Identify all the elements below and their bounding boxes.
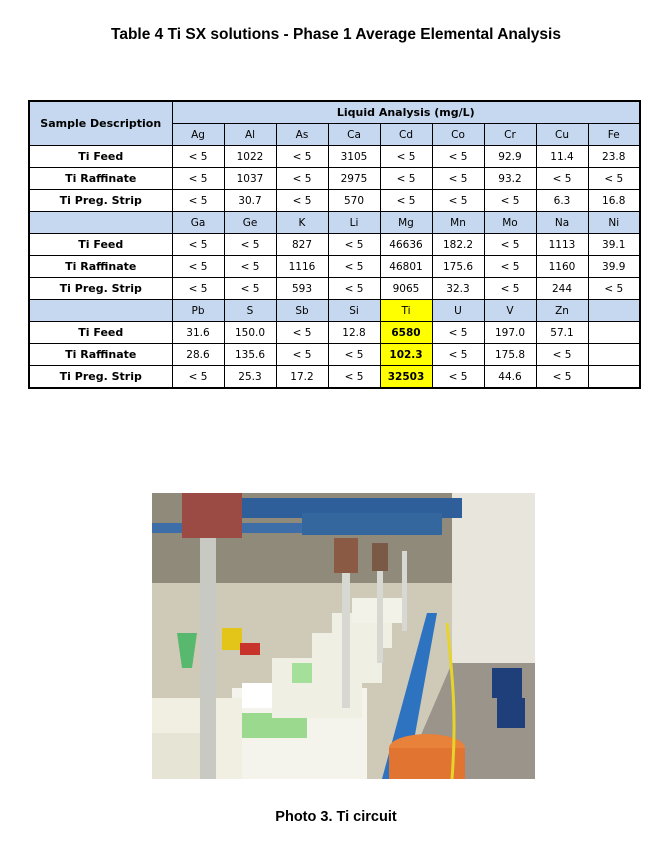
element-header-v: V: [484, 300, 536, 322]
value-cell: < 5: [276, 146, 328, 168]
value-cell: < 5: [484, 190, 536, 212]
value-cell: 593: [276, 278, 328, 300]
value-cell: < 5: [588, 168, 640, 190]
value-cell: [588, 344, 640, 366]
value-cell: < 5: [328, 366, 380, 389]
value-cell: < 5: [276, 190, 328, 212]
value-cell: 92.9: [484, 146, 536, 168]
value-cell: < 5: [172, 234, 224, 256]
value-cell: 17.2: [276, 366, 328, 389]
element-header-ge: Ge: [224, 212, 276, 234]
value-cell: [588, 322, 640, 344]
sample-label: Ti Raffinate: [29, 256, 172, 278]
element-header-al: Al: [224, 124, 276, 146]
value-cell: 32503: [380, 366, 432, 389]
value-cell: < 5: [536, 366, 588, 389]
value-cell: < 5: [432, 344, 484, 366]
value-cell: < 5: [432, 366, 484, 389]
value-cell: 197.0: [484, 322, 536, 344]
value-cell: < 5: [328, 278, 380, 300]
value-cell: < 5: [380, 146, 432, 168]
value-cell: 25.3: [224, 366, 276, 389]
empty-header-cell: [588, 300, 640, 322]
value-cell: < 5: [380, 168, 432, 190]
value-cell: 182.2: [432, 234, 484, 256]
element-header-mn: Mn: [432, 212, 484, 234]
value-cell: < 5: [380, 190, 432, 212]
element-header-k: K: [276, 212, 328, 234]
element-header-ni: Ni: [588, 212, 640, 234]
value-cell: 175.6: [432, 256, 484, 278]
blank-label-cell: [29, 300, 172, 322]
value-cell: 11.4: [536, 146, 588, 168]
element-header-li: Li: [328, 212, 380, 234]
element-header-u: U: [432, 300, 484, 322]
value-cell: < 5: [484, 234, 536, 256]
element-header-ag: Ag: [172, 124, 224, 146]
value-cell: 28.6: [172, 344, 224, 366]
value-cell: < 5: [276, 168, 328, 190]
element-header-pb: Pb: [172, 300, 224, 322]
value-cell: < 5: [536, 344, 588, 366]
sample-label: Ti Preg. Strip: [29, 190, 172, 212]
sample-label: Ti Preg. Strip: [29, 278, 172, 300]
value-cell: 150.0: [224, 322, 276, 344]
elemental-analysis-table: [28, 100, 641, 389]
value-cell: < 5: [484, 256, 536, 278]
value-cell: 30.7: [224, 190, 276, 212]
element-header-s: S: [224, 300, 276, 322]
value-cell: 6580: [380, 322, 432, 344]
value-cell: 46801: [380, 256, 432, 278]
liquid-analysis-header: Liquid Analysis (mg/L): [172, 101, 640, 124]
element-header-cr: Cr: [484, 124, 536, 146]
table-row: [29, 146, 640, 168]
element-header-as: As: [276, 124, 328, 146]
table-row: [29, 344, 640, 366]
value-cell: < 5: [224, 234, 276, 256]
value-cell: < 5: [172, 146, 224, 168]
element-header-cd: Cd: [380, 124, 432, 146]
value-cell: 39.1: [588, 234, 640, 256]
element-header-co: Co: [432, 124, 484, 146]
value-cell: < 5: [588, 278, 640, 300]
value-cell: 3105: [328, 146, 380, 168]
table-row: [29, 190, 640, 212]
page-title: Table 4 Ti SX solutions - Phase 1 Average Elemental Analysis: [111, 26, 561, 43]
value-cell: 1022: [224, 146, 276, 168]
value-cell: 827: [276, 234, 328, 256]
element-header-sb: Sb: [276, 300, 328, 322]
value-cell: [588, 366, 640, 389]
value-cell: 570: [328, 190, 380, 212]
value-cell: 135.6: [224, 344, 276, 366]
value-cell: 1116: [276, 256, 328, 278]
element-header-zn: Zn: [536, 300, 588, 322]
element-header-row: [29, 300, 640, 322]
value-cell: 31.6: [172, 322, 224, 344]
blank-label-cell: [29, 212, 172, 234]
element-header-row: [29, 212, 640, 234]
value-cell: < 5: [432, 190, 484, 212]
element-header-cu: Cu: [536, 124, 588, 146]
value-cell: < 5: [432, 168, 484, 190]
value-cell: 16.8: [588, 190, 640, 212]
value-cell: 2975: [328, 168, 380, 190]
sample-label: Ti Raffinate: [29, 344, 172, 366]
value-cell: 57.1: [536, 322, 588, 344]
table-row: [29, 322, 640, 344]
value-cell: < 5: [432, 146, 484, 168]
value-cell: 175.8: [484, 344, 536, 366]
element-header-mo: Mo: [484, 212, 536, 234]
value-cell: 23.8: [588, 146, 640, 168]
sample-description-header: Sample Description: [29, 101, 172, 146]
element-header-ti: Ti: [380, 300, 432, 322]
sample-label: Ti Preg. Strip: [29, 366, 172, 389]
value-cell: 1160: [536, 256, 588, 278]
value-cell: 39.9: [588, 256, 640, 278]
ti-circuit-photo: [152, 493, 535, 779]
value-cell: < 5: [172, 168, 224, 190]
value-cell: 44.6: [484, 366, 536, 389]
table-row: [29, 234, 640, 256]
value-cell: 244: [536, 278, 588, 300]
table-row: [29, 366, 640, 389]
value-cell: < 5: [276, 322, 328, 344]
value-cell: < 5: [224, 256, 276, 278]
value-cell: < 5: [536, 168, 588, 190]
value-cell: < 5: [484, 278, 536, 300]
element-header-na: Na: [536, 212, 588, 234]
sample-label: Ti Raffinate: [29, 168, 172, 190]
value-cell: < 5: [328, 234, 380, 256]
value-cell: 12.8: [328, 322, 380, 344]
table-row: [29, 256, 640, 278]
value-cell: < 5: [224, 278, 276, 300]
element-header-si: Si: [328, 300, 380, 322]
value-cell: < 5: [172, 256, 224, 278]
value-cell: 9065: [380, 278, 432, 300]
value-cell: < 5: [172, 366, 224, 389]
element-header-ca: Ca: [328, 124, 380, 146]
value-cell: 93.2: [484, 168, 536, 190]
value-cell: < 5: [172, 190, 224, 212]
value-cell: 1113: [536, 234, 588, 256]
sample-label: Ti Feed: [29, 322, 172, 344]
value-cell: < 5: [328, 256, 380, 278]
value-cell: < 5: [172, 278, 224, 300]
value-cell: 102.3: [380, 344, 432, 366]
table-row: [29, 278, 640, 300]
sample-label: Ti Feed: [29, 234, 172, 256]
element-header-mg: Mg: [380, 212, 432, 234]
value-cell: 46636: [380, 234, 432, 256]
sample-label: Ti Feed: [29, 146, 172, 168]
value-cell: 1037: [224, 168, 276, 190]
photo-caption: Photo 3. Ti circuit: [275, 809, 397, 825]
value-cell: < 5: [432, 322, 484, 344]
value-cell: 32.3: [432, 278, 484, 300]
element-header-fe: Fe: [588, 124, 640, 146]
element-header-ga: Ga: [172, 212, 224, 234]
table-row: [29, 168, 640, 190]
value-cell: < 5: [276, 344, 328, 366]
value-cell: 6.3: [536, 190, 588, 212]
value-cell: < 5: [328, 344, 380, 366]
